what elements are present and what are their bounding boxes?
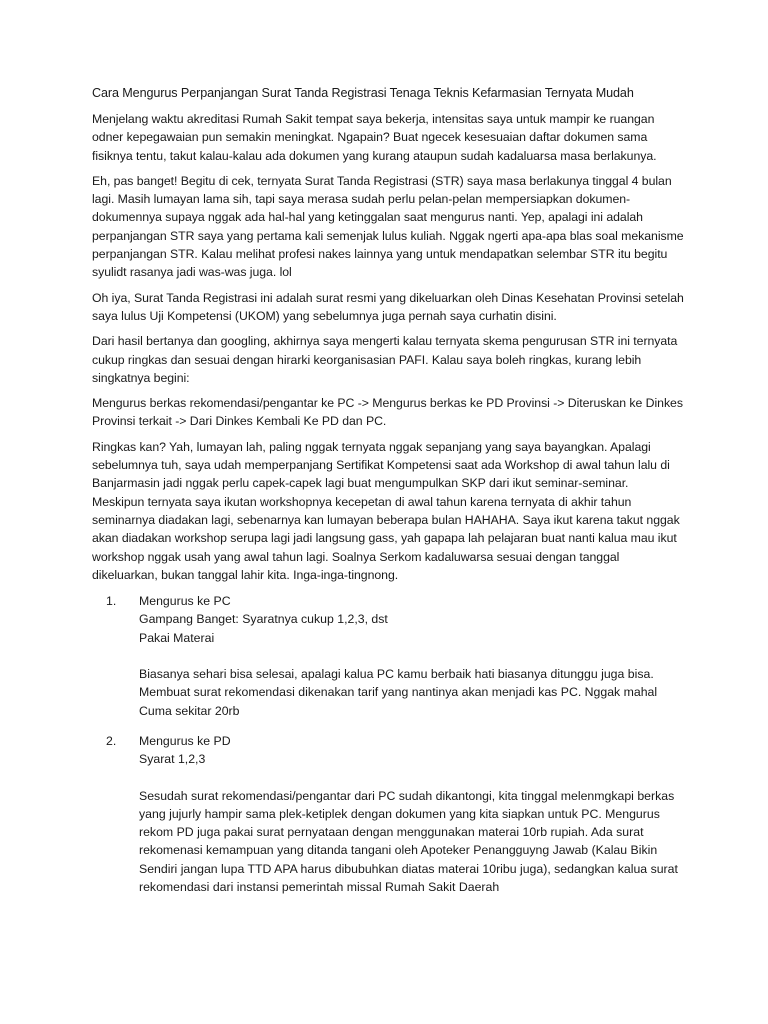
spacer <box>139 647 684 665</box>
list-item-number: 1. <box>106 594 117 609</box>
step-requirement: Gampang Banget: Syaratnya cukup 1,2,3, dst <box>139 612 388 627</box>
paragraph-research: Dari hasil bertanya dan googling, akhirnya saya mengerti kalau ternyata skema pengurusan STR ini ternyata cukup ringkas dan sesuai dengan hirarki keorganisasian PAFI. Kalau saya boleh ringkas, kurang lebih singkatnya begini: <box>92 334 678 385</box>
step-requirement: Syarat 1,2,3 <box>139 752 206 767</box>
paragraph-str-expiry: Eh, pas banget! Begitu di cek, ternyata Surat Tanda Registrasi (STR) saya masa berlakunya tinggal 4 bulan lagi. Masih lumayan lama sih, tapi saya merasa sudah perlu pelan-pelan mempersiapkan dokumen-dokumennya supaya nggak ada hal-hal yang ketinggalan saat mengurus nanti. Yep, apalagi ini adalah perpanjangan STR saya yang pertama kali semenjak lulus kuliah. Nggak ngerti apa-apa blas soal mekanisme perpanjangan STR. Kalau melihat profesi nakes lainnya yang untuk mendapatkan selembar STR itu begitu syulidt rasanya jadi was-was juga. lol <box>92 173 684 280</box>
step-detail: Biasanya sehari bisa selesai, apalagi kalua PC kamu berbaik hati biasanya ditunggu juga bisa. Membuat surat rekomendasi dikenakan tarif yang nantinya akan menjadi kas PC. Nggak mahal Cuma sekitar 20rb <box>139 667 658 718</box>
step-detail: Sesudah surat rekomendasi/pengantar dari PC sudah dikantongi, kita tinggal melenmgkapi berkas yang jujurly hampir sama plek-ketiplek dengan dokumen yang kita siapkan untuk PC. Mengurus rekom PD juga pakai surat pernyataan dengan menggunakan materai 10rb rupiah. Ada surat rekomenasi kemampuan yang ditanda tangani oleh Apoteker Penangguyng Jawab (Kalau Bikin Sendiri jangan lupa TTD APA harus dibubuhkan diatas materai 10ribu juga), sedangkan kalua surat rekomendasi dari instansi pemerintah missal Rumah Sakit Daerah <box>139 788 678 894</box>
spacer <box>139 769 684 787</box>
document-title: Cara Mengurus Perpanjangan Surat Tanda Registrasi Tenaga Teknis Kefarmasian Ternyata Mudah <box>92 86 634 100</box>
paragraph-str-definition: Oh iya, Surat Tanda Registrasi ini adalah surat resmi yang dikeluarkan oleh Dinas Kesehatan Provinsi setelah saya lulus Uji Kompetensi (UKOM) yang sebelumnya juga pernah saya curhatin disini. <box>92 290 684 323</box>
step-heading: Mengurus ke PD <box>139 733 231 748</box>
paragraph-summary: Ringkas kan? Yah, lumayan lah, paling nggak ternyata nggak sepanjang yang saya bayangkan. Apalagi sebelumnya tuh, saya udah memperpanjang Sertifikat Kompetensi saat ada Workshop di awal tahun lalu di Banjarmasin jadi nggak perlu capek-capek lagi buat mengumpulkan SKP dari ikut seminar-seminar. Meskipun ternyata saya ikutan workshopnya kecepetan di awal tahun karena ternyata di akhir tahun seminarnya diadakan lagi, sebenarnya kan lumayan beberapa bulan HAHAHA. Saya ikut karena takut nggak akan diadakan workshop serupa lagi jadi langsung gass, yah gapapa lah pelajaran buat nanti kalua mau ikut workshop nggak usah yang awal tahun lagi. Soalnya Serkom kadaluwarsa sesuai dengan tanggal dikeluarkan, bukan tanggal lahir kita. Inga-inga-tingnong. <box>92 439 680 582</box>
list-item <box>92 732 684 896</box>
document-body <box>92 84 684 908</box>
step-requirement: Pakai Materai <box>139 630 215 645</box>
list-item-number: 2. <box>106 733 117 748</box>
steps-list <box>92 592 684 896</box>
list-item <box>92 592 684 720</box>
paragraph-scheme: Mengurus berkas rekomendasi/pengantar ke PC -> Mengurus berkas ke PD Provinsi -> Diteruskan ke Dinkes Provinsi terkait -> Dari Dinkes Kembali Ke PD dan PC. <box>92 396 683 429</box>
step-heading: Mengurus ke PC <box>139 594 231 609</box>
paragraph-intro: Menjelang waktu akreditasi Rumah Sakit tempat saya bekerja, intensitas saya untuk mampir ke ruangan odner kepegawaian pun semakin meningkat. Ngapain? Buat ngecek kesesuaian daftar dokumen sama fisiknya tentu, takut kalau-kalau ada dokumen yang kurang ataupun sudah kadaluarsa masa berlakunya. <box>92 112 657 163</box>
